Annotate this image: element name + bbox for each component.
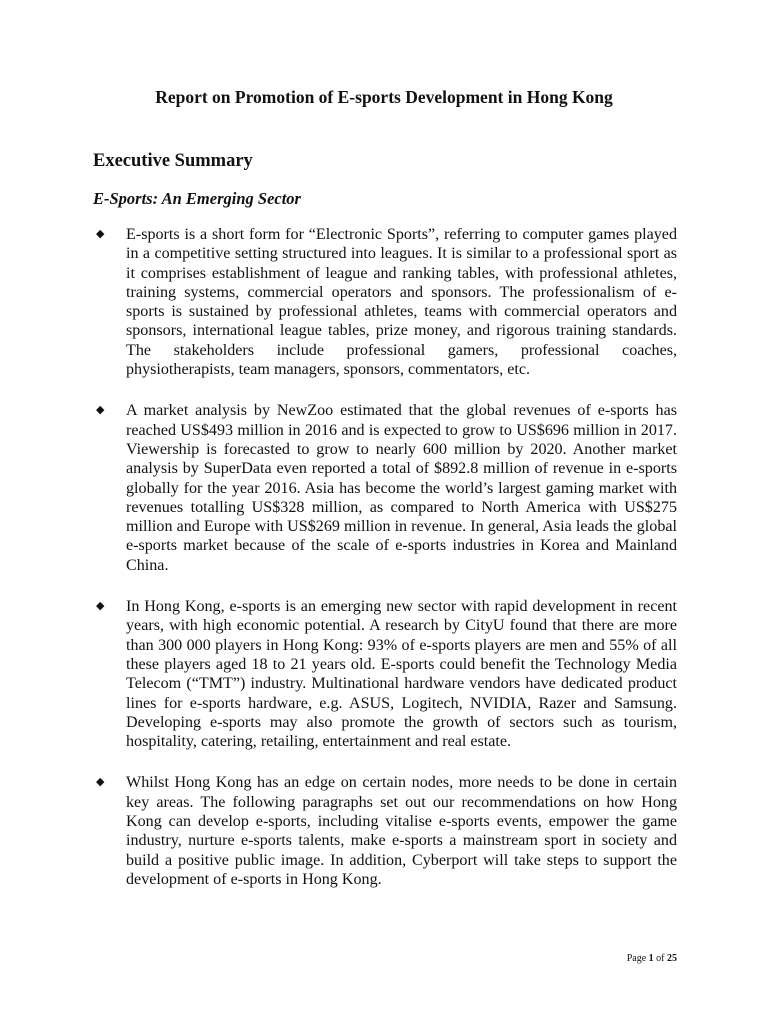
diamond-bullet-icon: ◆ bbox=[96, 228, 105, 240]
bullet-text: A market analysis by NewZoo estimated that the global revenues of e-sports has reached US$493 million in 2016 and is expected to grow to US$696 million in 2017. Viewership is forecasted to grow to nearly 600 million by 2020. Another market analysis by SuperData even reported a total of $892.8 million of revenue in e-sports globally for the year 2016. Asia has become the world’s largest gaming market with revenues totalling US$328 million, as compared to North America with US$275 million and Europe with US$269 million in revenue. In general, Asia leads the global e-sports market because of the scale of e-sports industries in Korea and Mainland China. bbox=[126, 402, 677, 574]
section-heading: Executive Summary bbox=[93, 151, 253, 171]
page-label: Page bbox=[626, 953, 647, 964]
diamond-bullet-icon: ◆ bbox=[96, 776, 105, 789]
current-page: 1 bbox=[648, 953, 654, 964]
bullet-text: In Hong Kong, e-sports is an emerging new sector with rapid development in recent years, with high economic potential. A research by CityU found that there are more than 300 000 players in Hong Kong: 93% of e-sports players are men and 55% of all these players aged 18 to 21 years old. E-sports could benefit the Technology Media Telecom (“TMT”) industry. Multinational hardware vendors have dedicated product lines for e-sports hardware, e.g. ASUS, Logitech, NVIDIA, Razer and Samsung. Developing e-sports may also promote the growth of sectors such as tourism, hospitality, catering, retailing, entertainment and real estate. bbox=[126, 598, 677, 751]
total-pages: 25 bbox=[667, 953, 677, 964]
bullet-list bbox=[93, 225, 677, 911]
bullet-item bbox=[93, 401, 677, 575]
bullet-item bbox=[93, 773, 677, 889]
report-title: Report on Promotion of E-sports Development in Hong Kong bbox=[155, 87, 613, 107]
subsection-heading: E-Sports: An Emerging Sector bbox=[93, 189, 301, 208]
bullet-text: E-sports is a short form for “Electronic Sports”, referring to computer games played in a competitive setting structured into leagues. It is similar to a professional sport as it comprises establishment of league and ranking tables, with professional athletes, training systems, commercial operators and sponsors. The professionalism of e-sports is sustained by professional athletes, teams with commercial operators and sponsors, international league tables, prize money, and rigorous training standards. The stakeholders include professional gamers, professional coaches, physiotherapists, team managers, sponsors, commentators, etc. bbox=[126, 226, 677, 379]
bullet-text: Whilst Hong Kong has an edge on certain nodes, more needs to be done in certain key areas. The following paragraphs set out our recommendations on how Hong Kong can develop e-sports, including vitalise e-sports events, empower the game industry, nurture e-sports talents, make e-sports a mainstream sport in society and build a positive public image. In addition, Cyberport will take steps to support the development of e-sports in Hong Kong. bbox=[126, 774, 677, 888]
bullet-item bbox=[93, 225, 677, 379]
diamond-bullet-icon: ◆ bbox=[96, 600, 105, 613]
page-number bbox=[627, 953, 677, 965]
diamond-bullet-icon: ◆ bbox=[96, 404, 105, 417]
of-label: of bbox=[656, 953, 665, 964]
bullet-item bbox=[93, 597, 677, 751]
